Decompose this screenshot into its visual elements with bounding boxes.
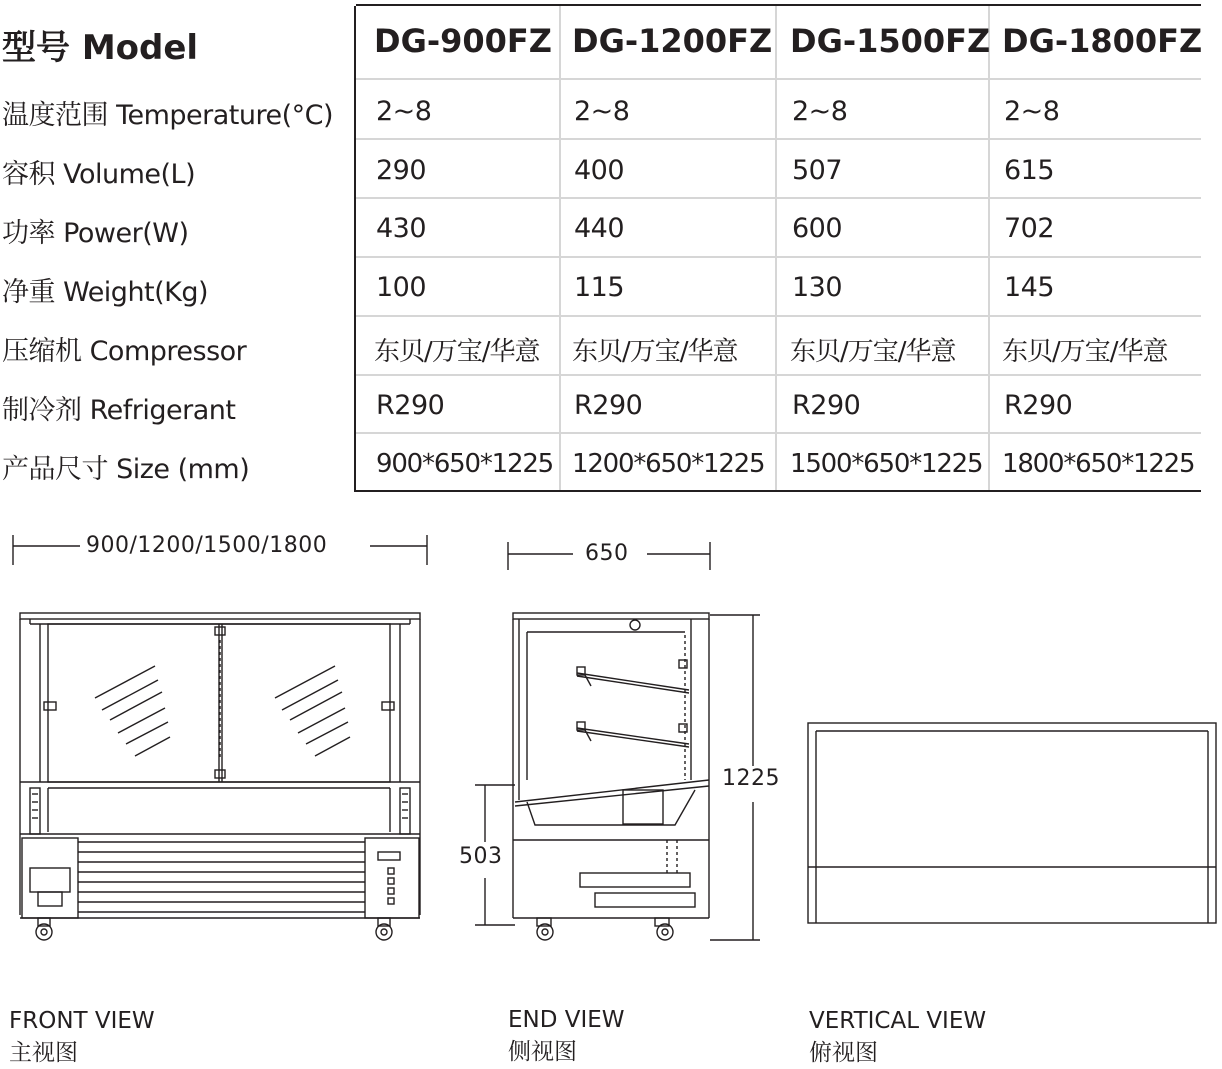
table-cell: 900*650*1225 [376, 449, 554, 479]
model-name: DG-1800FZ [1002, 22, 1203, 60]
end-height-dimension: 1225 [722, 766, 780, 791]
vertical-view-caption-en: VERTICAL VIEW [809, 1008, 987, 1034]
row-label-volume: 容积 Volume(L) [2, 159, 196, 190]
row-divider [356, 256, 1201, 258]
row-divider [356, 138, 1201, 140]
front-view-caption-en: FRONT VIEW [9, 1008, 155, 1034]
spec-table [0, 0, 1222, 492]
table-cell: 东贝/万宝/华意 [1002, 337, 1168, 367]
row-label-refrigerant: 制冷剂 Refrigerant [2, 395, 236, 426]
table-cell: R290 [1004, 390, 1073, 421]
table-bottom-border [356, 490, 1201, 492]
table-cell: 1800*650*1225 [1002, 449, 1195, 479]
end-depth-dimension: 650 [585, 541, 629, 566]
table-top-border [356, 4, 1201, 6]
model-name: DG-900FZ [374, 22, 552, 60]
table-cell: 615 [1004, 155, 1055, 186]
vertical-view-caption-cn: 俯视图 [809, 1040, 878, 1066]
vertical-view-drawing [800, 715, 1222, 930]
column-divider [775, 6, 777, 490]
table-cell: R290 [376, 390, 445, 421]
row-label-weight: 净重 Weight(Kg) [2, 277, 209, 308]
table-cell: 600 [792, 213, 843, 244]
table-cell: R290 [792, 390, 861, 421]
row-divider [356, 315, 1201, 317]
front-view-drawing [0, 530, 440, 950]
end-counter-height-dimension: 503 [459, 844, 503, 869]
front-view-caption [9, 1005, 155, 1069]
table-cell: 130 [792, 272, 843, 303]
end-view-caption [508, 1004, 625, 1068]
model-name: DG-1500FZ [790, 22, 991, 60]
table-cell: 100 [376, 272, 427, 303]
table-cell: R290 [574, 390, 643, 421]
table-cell: 东贝/万宝/华意 [374, 337, 540, 367]
table-cell: 430 [376, 213, 427, 244]
table-cell: 400 [574, 155, 625, 186]
row-label-compressor: 压缩机 Compressor [2, 336, 247, 367]
row-divider [356, 197, 1201, 199]
vertical-view-caption [809, 1005, 986, 1069]
end-view-drawing [455, 540, 785, 950]
row-label-power: 功率 Power(W) [2, 218, 189, 249]
column-divider [988, 6, 990, 490]
table-cell: 290 [376, 155, 427, 186]
end-view-caption-en: END VIEW [508, 1007, 625, 1033]
row-divider [356, 374, 1201, 376]
row-divider [356, 432, 1201, 434]
front-width-dimension: 900/1200/1500/1800 [86, 533, 328, 558]
model-header-label: 型号 Model [2, 28, 199, 68]
table-cell: 2~8 [792, 96, 848, 127]
table-cell: 702 [1004, 213, 1055, 244]
table-cell: 1200*650*1225 [572, 449, 765, 479]
table-cell: 2~8 [376, 96, 432, 127]
row-label-size: 产品尺寸 Size (mm) [2, 454, 250, 485]
table-cell: 2~8 [574, 96, 630, 127]
table-cell: 2~8 [1004, 96, 1060, 127]
column-divider [559, 6, 561, 490]
end-view-caption-cn: 侧视图 [508, 1039, 577, 1065]
table-cell: 1500*650*1225 [790, 449, 983, 479]
table-cell: 440 [574, 213, 625, 244]
row-label-temperature: 温度范围 Temperature(°C) [2, 100, 334, 131]
table-cell: 145 [1004, 272, 1055, 303]
table-cell: 507 [792, 155, 843, 186]
table-cell: 东贝/万宝/华意 [572, 337, 738, 367]
model-name: DG-1200FZ [572, 22, 773, 60]
front-view-caption-cn: 主视图 [9, 1040, 78, 1066]
table-cell: 115 [574, 272, 625, 303]
table-cell: 东贝/万宝/华意 [790, 337, 956, 367]
row-divider [356, 78, 1201, 80]
